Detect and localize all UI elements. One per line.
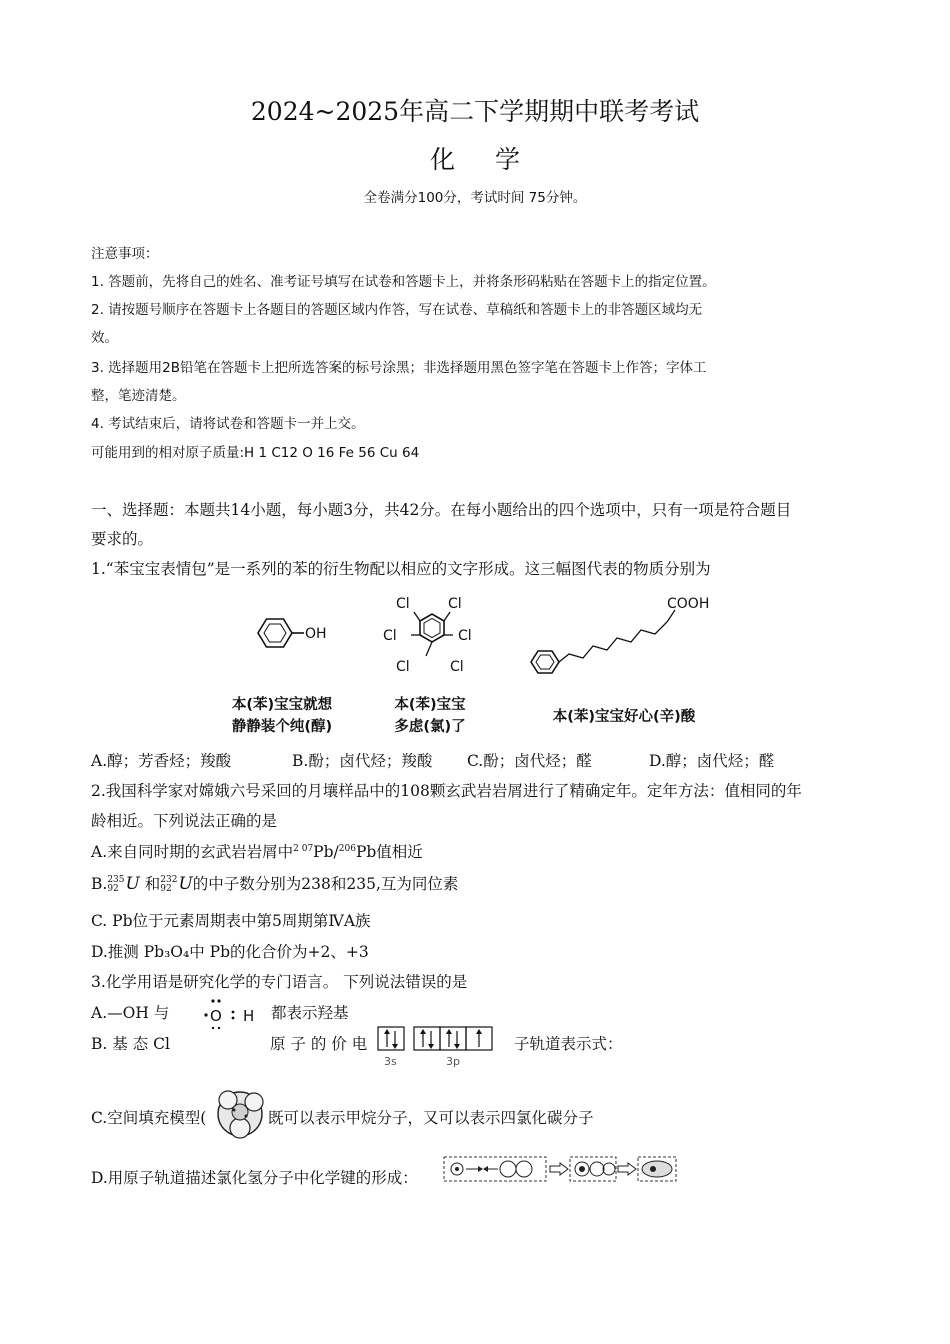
question-2-stem: 2.我国科学家对嫦娥六号采回的月壤样品中的108颗玄武岩岩屑进行了精确定年。定年方法：值相同的年 (91, 782, 802, 800)
caption-acid: 本(苯)宝宝好心(辛)酸 (552, 709, 696, 725)
subject-title: 化学 (429, 145, 560, 174)
phenol-structure (248, 608, 338, 658)
svg-text:3p: 3p (446, 1055, 460, 1068)
q1-option-d[interactable]: D.醇；卤代烃；醛 (649, 752, 775, 770)
cl-label: Cl (383, 628, 397, 644)
cooh-label: COOH (667, 596, 710, 612)
cl-label: Cl (450, 659, 464, 675)
exam-title: 2024~2025年高二下学期期中联考考试 (250, 97, 700, 126)
hydroxyl-electron-dot (202, 996, 264, 1030)
note-item: 3. 选择题用2B铅笔在答题卡上把所选答案的标号涂黑；非选择题用黑色签字笔在答题卡上作答；字体工 (91, 360, 707, 376)
orbital-overlap-diagram (442, 1154, 678, 1186)
question-3-stem: 3.化学用语是研究化学的专门语言。 下列说法错误的是 (91, 973, 468, 991)
section-heading-cont: 要求的。 (91, 530, 154, 548)
caption-phenol: 本(苯)宝宝就想 静静装个纯(醇) (231, 697, 333, 735)
hexachlorobenzene-structure (378, 590, 488, 682)
note-item: 4. 考试结束后，请将试卷和答题卡一并上交。 (91, 416, 365, 432)
q3-option-c[interactable]: C.空间填充模型( (91, 1109, 207, 1127)
atomic-mass-line: 可能用到的相对原子质量:H 1 C12 O 16 Fe 56 Cu 64 (91, 445, 420, 461)
note-item: 1. 答题前，先将自己的姓名、准考证号填写在试卷和答题卡上，并将条形码粘贴在答题卡上的指定位置。 (91, 274, 716, 290)
q1-option-b[interactable]: B.酚；卤代烃；羧酸 (292, 752, 433, 770)
cl-label: Cl (396, 659, 410, 675)
cl-label: Cl (448, 596, 462, 612)
q3-option-a[interactable]: A.—OH 与 (91, 1004, 170, 1022)
q2-option-b[interactable]: B. 235 92 U 和 232 92 U的中子数分别为238和235,互为同位素 (91, 874, 459, 894)
q2-option-d[interactable]: D.推测 Pb₃O₄中 Pb的化合价为+2、+3 (91, 943, 369, 961)
question-2-stem-cont: 龄相近。下列说法正确的是 (91, 812, 278, 830)
notes-heading: 注意事项： (91, 246, 159, 262)
note-item: 效。 (91, 330, 118, 346)
q2-option-c[interactable]: C. Pb位于元素周期表中第5周期第ⅣA族 (91, 912, 371, 930)
orbital-diagram (374, 1024, 500, 1068)
oh-label: OH (305, 626, 327, 642)
q3-option-c-tail: 既可以表示甲烷分子，又可以表示四氯化碳分子 (268, 1109, 594, 1127)
q2-option-a[interactable]: A.来自同时期的玄武岩岩屑中$^{2 07}$Pb/$^{206}$Pb值相近 (91, 843, 423, 861)
cl-label: Cl (396, 596, 410, 612)
caption-hexachloro: 本(苯)宝宝 多虑(氯)了 (394, 697, 466, 735)
phenyl-acid-structure (525, 590, 725, 682)
q1-option-a[interactable]: A.醇；芳香烃；羧酸 (91, 752, 232, 770)
q3-option-d[interactable]: D.用原子轨道描述氯化氢分子中化学键的形成： (91, 1169, 418, 1187)
svg-text:3s: 3s (384, 1055, 397, 1068)
q3-option-b[interactable]: B. 基 态 Cl (91, 1035, 170, 1053)
note-item: 整，笔迹清楚。 (91, 388, 186, 404)
question-1-stem: 1.“苯宝宝表情包”是一系列的苯的衍生物配以相应的文字形成。这三幅图代表的物质分别为 (91, 560, 711, 578)
note-item: 2. 请按题号顺序在答题卡上各题目的答题区域内作答，写在试卷、草稿纸和答题卡上的非答题区域均无 (91, 302, 703, 318)
q1-option-c[interactable]: C.酚；卤代烃；醛 (467, 752, 592, 770)
space-filling-model-image (212, 1086, 268, 1142)
svg-text:O: O (210, 1007, 222, 1025)
score-time-note: 全卷满分100分，考试时间 75分钟。 (363, 190, 587, 206)
cl-label: Cl (458, 628, 472, 644)
svg-text:H: H (243, 1007, 255, 1025)
section-heading: 一、选择题：本题共14小题，每小题3分，共42分。在每小题给出的四个选项中，只有一项是符合题目 (91, 501, 792, 519)
q3-option-a-tail: 都表示羟基 (271, 1004, 349, 1022)
q3-option-b-tail: 子轨道表示式： (514, 1035, 623, 1053)
q3-option-b-mid: 原 子 的 价 电 (270, 1035, 368, 1053)
